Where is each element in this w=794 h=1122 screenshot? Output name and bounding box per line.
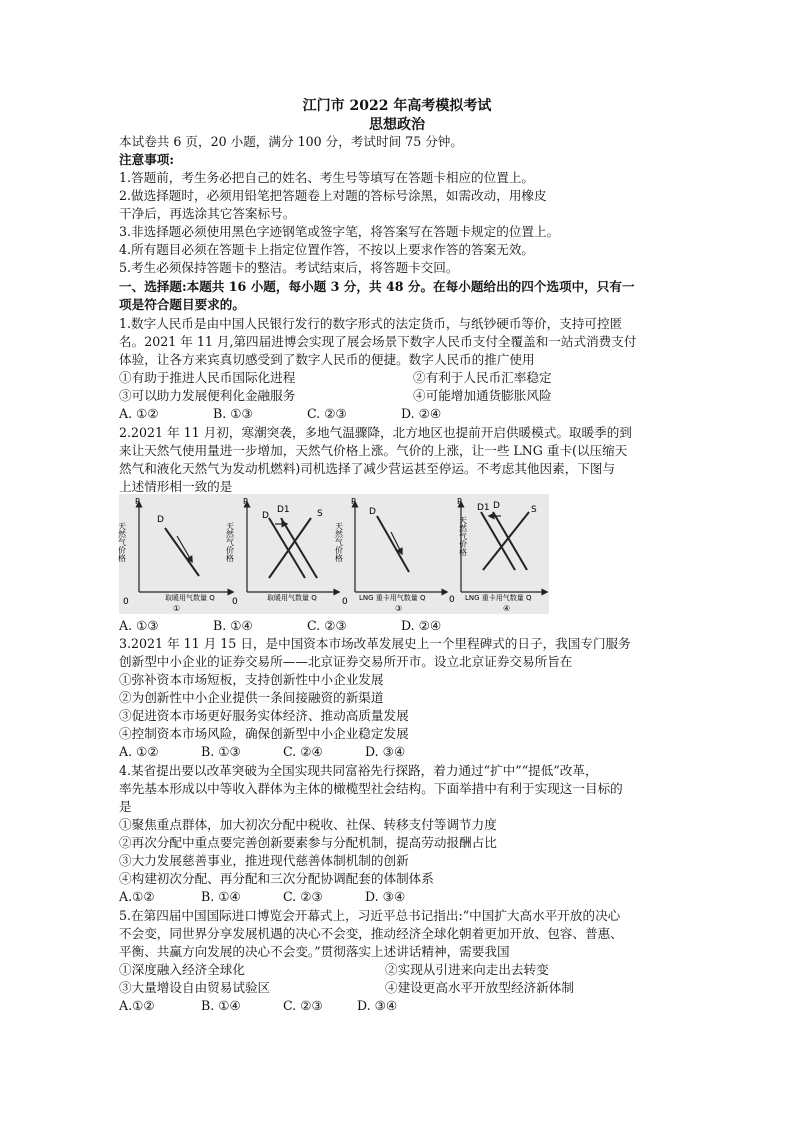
q1-stem: 1.数字人民币是由中国人民银行发行的数字形式的法定货币，与纸钞硬币等价，支持可控匿 xyxy=(119,316,623,331)
choice-d: D. ③④ xyxy=(357,998,398,1013)
curve-label: D xyxy=(493,501,500,511)
choice-a: A.①② xyxy=(119,998,155,1013)
curve-label: D xyxy=(369,507,376,517)
q3-option: ④控制资本市场风险，确保创新型中小企业稳定发展 xyxy=(119,726,409,741)
choice-c: C. ②③ xyxy=(307,618,347,633)
choice-a: A. ①② xyxy=(119,744,159,759)
q1-option: ①有助于推进人民币国际化进程 xyxy=(119,370,296,385)
curve-label: D1 xyxy=(277,505,290,515)
note-item: 3.非选择题必须使用黑色字迹钢笔或签字笔，将答案写在答题卡规定的位置上。 xyxy=(119,224,560,239)
x-axis-label: 取暖用气数量 Q xyxy=(165,594,215,602)
q2-stem: 然气和液化天然气为发动机燃料)司机选择了减少营运甚至停运。不考虑其他因素，下图与 xyxy=(119,461,616,476)
choice-c: C. ②③ xyxy=(283,889,323,904)
section-heading: 项是符合题目要求的。 xyxy=(119,297,245,312)
choice-b: B. ①④ xyxy=(201,998,241,1013)
graph-4 xyxy=(449,497,545,613)
choice-b: B. ①③ xyxy=(201,744,241,759)
q1-stem: 体验，让各方来宾真切感受到了数字人民币的便捷。数字人民币的推广使用 xyxy=(119,352,535,367)
y-axis-label: 天然气价格 xyxy=(334,522,344,562)
q3-option: ①弥补资本市场短板，支持创新性中小企业发展 xyxy=(119,672,384,687)
q3-option: ②为创新性中小企业提供一条间接融资的新渠道 xyxy=(119,690,384,705)
origin-label: 0 xyxy=(449,595,455,605)
q2-stem: 上述情形相一致的是 xyxy=(119,479,233,494)
y-axis-label: 天然气价格 xyxy=(458,516,468,556)
origin-label: 0 xyxy=(232,597,238,607)
p-label: P xyxy=(135,497,140,506)
choice-b: B. ①③ xyxy=(213,406,253,421)
q4-option: ②再次分配中重点要完善创新要素参与分配机制，提高劳动报酬占比 xyxy=(119,835,497,850)
q3-stem: 创新型中小企业的证券交易所——北京证券交易所开市。设立北京证券交易所旨在 xyxy=(119,654,573,669)
q1-option: ④可能增加通货膨胀风险 xyxy=(413,388,552,403)
choice-d: D. ③④ xyxy=(365,889,406,904)
q5-option: ③大量增设自由贸易试验区 xyxy=(119,980,271,995)
q1-stem: 名。2021 年 11 月,第四届进博会实现了展会场景下数字人民币支付全覆盖和一站式消费支付 xyxy=(119,334,637,349)
choice-c: C. ②③ xyxy=(307,406,347,421)
origin-label: 0 xyxy=(123,597,129,607)
x-axis-label: 取暖用气数量 Q xyxy=(267,594,317,602)
curve-label: D xyxy=(262,511,269,521)
q4-option: ③大力发展慈善事业，推进现代慈善体制机制的创新 xyxy=(119,853,409,868)
graph-1 xyxy=(117,497,232,613)
q5-option: ②实现从引进来向走出去转变 xyxy=(385,962,549,977)
q4-stem: 4.某省提出要以改革突破为全国实现共同富裕先行探路，着力通过“扩中”“提低”改革， xyxy=(119,763,598,778)
graph-3 xyxy=(334,497,446,613)
p-label: P xyxy=(243,497,248,506)
demand-curve xyxy=(165,528,199,576)
q1-option: ②有利于人民币汇率稳定 xyxy=(413,370,552,385)
x-axis-label: LNG 重卡用气数量 Q xyxy=(465,594,532,602)
p-label: P xyxy=(457,497,462,506)
q3-option: ③促进资本市场更好服务实体经济、推动高质量发展 xyxy=(119,708,409,723)
note-item: 干净后，再选涂其它答案标号。 xyxy=(119,206,296,221)
q2-graphs-svg xyxy=(119,494,549,614)
exam-title: 江门市 2022 年高考模拟考试 xyxy=(302,98,492,114)
p-label: P xyxy=(351,497,356,506)
q1-option: ③可以助力发展便利化金融服务 xyxy=(119,388,296,403)
q2-stem: 2.2021 年 11 月初，寒潮突袭，多地气温骤降，北方地区也提前开启供暖模式。取暖季的到 xyxy=(119,425,632,440)
subject-title: 思想政治 xyxy=(369,117,425,133)
curve-label: S xyxy=(531,505,537,515)
choice-a: A. ①② xyxy=(119,406,159,421)
q4-option: ④构建初次分配、再分配和三次分配协调配套的体制体系 xyxy=(119,871,434,886)
choice-b: B. ①④ xyxy=(213,618,253,633)
choice-d: D. ③④ xyxy=(365,744,406,759)
q5-option: ①深度融入经济全球化 xyxy=(119,962,245,977)
exam-info: 本试卷共 6 页，20 小题，满分 100 分，考试时间 75 分钟。 xyxy=(119,134,463,149)
q5-stem: 5.在第四届中国国际进口博览会开幕式上，习近平总书记指出:“中国扩大高水平开放的决心 xyxy=(119,908,621,923)
note-item: 1.答题前，考生务必把自己的姓名、考生号等填写在答题卡相应的位置上。 xyxy=(119,170,535,185)
choice-d: D. ②④ xyxy=(401,618,442,633)
graph-number: ③ xyxy=(395,604,403,613)
graph-2 xyxy=(225,497,338,607)
choice-c: C. ②③ xyxy=(283,998,323,1013)
choice-b: B. ①④ xyxy=(201,889,241,904)
choice-a: A. ①③ xyxy=(119,618,159,633)
choice-c: C. ②④ xyxy=(283,744,323,759)
q5-stem: 平衡、共赢方向发展的决心不会变。”贯彻落实上述讲话精神，需要我国 xyxy=(119,944,510,959)
q4-stem: 率先基本形成以中等收入群体为主体的橄榄型社会结构。下面举措中有利于实现这一目标的 xyxy=(119,781,623,796)
graph-number: ④ xyxy=(503,604,511,613)
q2-stem: 来让天然气使用量进一步增加，天然气价格上涨。气价的上涨，让一些 LNG 重卡(以压缩天 xyxy=(119,443,628,458)
curve-label: S xyxy=(317,509,323,519)
q5-stem: 不会变，同世界分享发展机遇的决心不会变，推动经济全球化朝着更加开放、包容、普惠、 xyxy=(119,926,623,941)
graph-number: ① xyxy=(173,604,181,613)
y-axis-label: 天然气价格 xyxy=(225,522,235,562)
q4-stem: 是 xyxy=(119,799,132,814)
demand-curve xyxy=(377,516,409,572)
origin-label: 0 xyxy=(342,597,348,607)
curve-label: D1 xyxy=(477,503,490,513)
x-axis-label: LNG 重卡用气数量 Q xyxy=(359,594,426,602)
note-item: 4.所有题目必须在答题卡上指定位置作答，不按以上要求作答的答案无效。 xyxy=(119,242,535,257)
q4-option: ①聚焦重点群体，加大初次分配中税收、社保、转移支付等调节力度 xyxy=(119,817,497,832)
q2-graphs-figure xyxy=(119,494,549,614)
note-item: 5.考生必须保持答题卡的整洁。考试结束后，将答题卡交回。 xyxy=(119,260,459,275)
q3-stem: 3.2021 年 11 月 15 日，是中国资本市场改革发展史上一个里程碑式的日子，我国专门服务 xyxy=(119,636,631,651)
q5-option: ④建设更高水平开放型经济新体制 xyxy=(385,980,574,995)
note-item: 2.做选择题时，必须用铅笔把答题卷上对题的答标号涂黑，如需改动，用橡皮 xyxy=(119,188,547,203)
y-axis-label: 天然气价格 xyxy=(117,522,127,562)
choice-a: A.①② xyxy=(119,889,155,904)
choice-d: D. ②④ xyxy=(401,406,442,421)
section-heading: 一、选择题:本题共 16 小题，每小题 3 分，共 48 分。在每小题给出的四个选项中，只有一 xyxy=(119,279,635,294)
curve-label: D xyxy=(157,515,164,525)
notes-heading: 注意事项: xyxy=(119,152,175,167)
